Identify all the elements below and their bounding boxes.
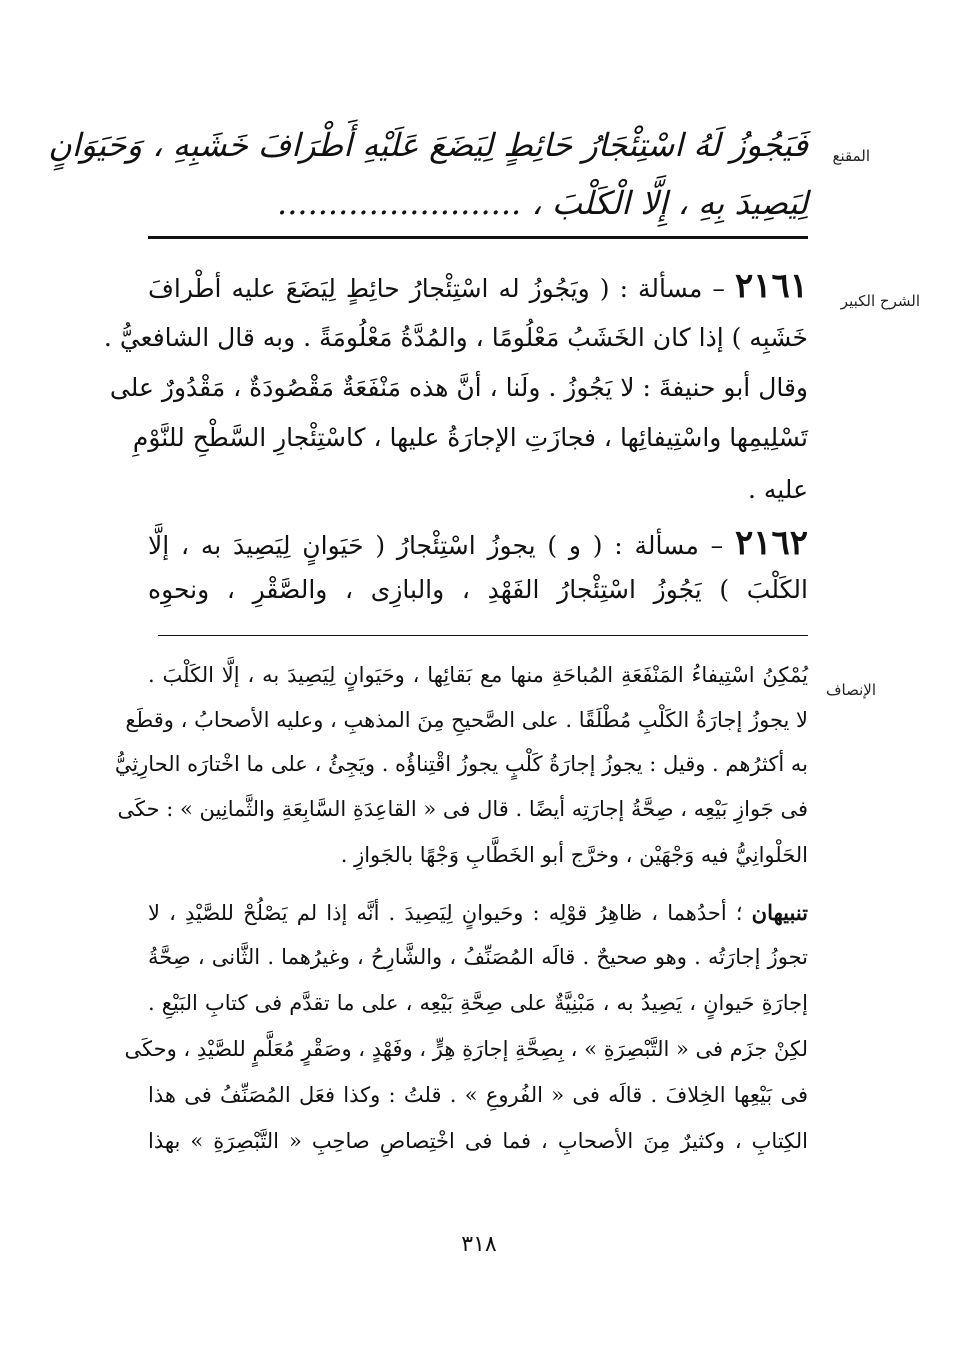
insaf-line: الكِتابِ ، وكثيرٌ مِنَ الأصحابِ ، فما فى اخْتِصاصِ صاحِبِ « التَّبْصِرَةِ » بهذا bbox=[148, 1129, 808, 1153]
sharh-2162-line: الكَلْبَ ) يَجُوزُ اسْتِئْجارُ الفَهْدِ ، والبازِى ، والصَّقْرِ ، ونحوِه bbox=[148, 575, 808, 604]
sharh-2161-line: تَسْلِيمِها واسْتِيفائِها ، فجازَتِ الإجارَةُ عليها ، كاسْتِئْجارِ السَّطْحِ للنَّوْمِ bbox=[132, 423, 808, 452]
issue-2162-text: – مسألة : ( و ) يجوزُ اسْتِئْجارُ ( حَيَوانٍ لِيَصِيدَ به ، إلَّا bbox=[148, 531, 724, 560]
insaf-line: لا يجوزُ إجارَةُ الكَلْبِ مُطْلَقًا . على الصَّحيحِ مِنَ المذهبِ ، وعليه الأصحابُ ، وقطَع bbox=[125, 708, 808, 732]
insaf-line: لكِنْ جزَم فى « التَّبْصِرَةِ » ، بِصِحَّةِ إجارَةِ هِرٍّ ، وفَهْدٍ ، وصَقْرٍ مُعَلَّمٍ للصَّيْدِ ، وحكَى bbox=[124, 1037, 808, 1061]
sharh-2161-line: عليه . bbox=[747, 475, 808, 504]
sharh-2161-line: وقال أبو حنيفةَ : لا يَجُوزُ . ولَنا ، أنَّ هذه مَنْفَعَةٌ مَقْصُودَةٌ ، مَقْدُورٌ على bbox=[109, 373, 808, 402]
insaf-line: يُمْكِنُ اسْتِيفاءُ المَنْفَعَةِ المُباحَةِ منها مع بَقائِها ، وحَيَوانٍ لِيَصِيدَ به ، إلَّا الكَلْبَ . bbox=[148, 663, 808, 687]
tanbihan-text: ؛ أحدُهما ، ظاهِرُ قوْلِه : وحَيوانٍ لِيَصِيدَ . أنَّه إذا لم يَصْلُحْ للصَّيْدِ ، لا bbox=[148, 901, 743, 925]
insaf-line: الحَلْوانِيُّ فيه وَجْهَيْن ، وخرَّج أبو الخَطَّابِ وَجْهًا بالجَوازِ . bbox=[340, 843, 808, 867]
insaf-line: به أكثرُهم . وقيل : يجوزُ إجارَةُ كَلْبٍ يجوزُ اقْتِناؤُه . ويَجِئُ ، على ما اخْتارَه الحارِثِيُّ bbox=[114, 752, 808, 776]
muqni-line-2: لِيَصِيدَ بِهِ ، إِلَّا الْكَلْبَ ، ........................ bbox=[277, 184, 808, 222]
tanbihan-heading: تنبيهان bbox=[751, 900, 808, 925]
sharh-2161-first-line bbox=[148, 266, 808, 306]
page-number: ٣١٨ bbox=[461, 1232, 497, 1257]
sharh-2162-first-line bbox=[148, 523, 808, 563]
insaf-line: تجوزُ إجارَتُه . وهو صحيحٌ . قالَه المُصَنِّفُ ، والشَّارِحُ ، وغيرُهما . الثَّانى ، صِحَّةُ bbox=[148, 945, 808, 969]
label-insaf: الإنصاف bbox=[825, 681, 876, 699]
issue-number-2162: ٢١٦٢ bbox=[734, 523, 808, 563]
sharh-2161-line: خَشَبِه ) إذا كان الخَشَبُ مَعْلُومًا ، والمُدَّةُ مَعْلُومَةً . وبه قال الشافعيُّ . bbox=[103, 323, 808, 352]
insaf-line: فى بَيْعِها الخِلافَ . قالَه فى « الفُروعِ » . قلتُ : وكذا فعَل المُصَنِّفُ فى هذا bbox=[148, 1083, 808, 1107]
label-muqni: المقنع bbox=[832, 147, 870, 165]
insaf-line: إجارَةِ حَيوانٍ ، يَصِيدُ به ، مَبْنِيَّةٌ على صِحَّةِ بَيْعِه ، على ما تقدَّم فى كتابِ البَيْعِ . bbox=[148, 991, 808, 1015]
label-sharh: الشرح الكبير bbox=[840, 292, 920, 310]
muqni-line-1: فَيَجُوزُ لَهُ اسْتِئْجَارُ حَائِطٍ لِيَضَعَ عَلَيْهِ أَطْرَافَ خَشَبِهِ ، وَحَيَوَانٍ bbox=[48, 126, 808, 164]
muqni-divider bbox=[148, 236, 808, 239]
issue-2161-text: – مسألة : ( ويَجُوزُ له اسْتِئْجارُ حائِطٍ لِيَضَعَ عليه أطْرافَ bbox=[148, 274, 725, 303]
insaf-tanbihan-line bbox=[148, 900, 808, 925]
insaf-line: فى جَوازِ بَيْعِه ، صِحَّةُ إجارَتِه أيضًا . قال فى « القاعِدَةِ السَّابِعَةِ والثَّمانِين » : حكَى bbox=[117, 797, 808, 821]
sharh-divider bbox=[158, 635, 808, 636]
issue-number-2161: ٢١٦١ bbox=[734, 266, 808, 306]
